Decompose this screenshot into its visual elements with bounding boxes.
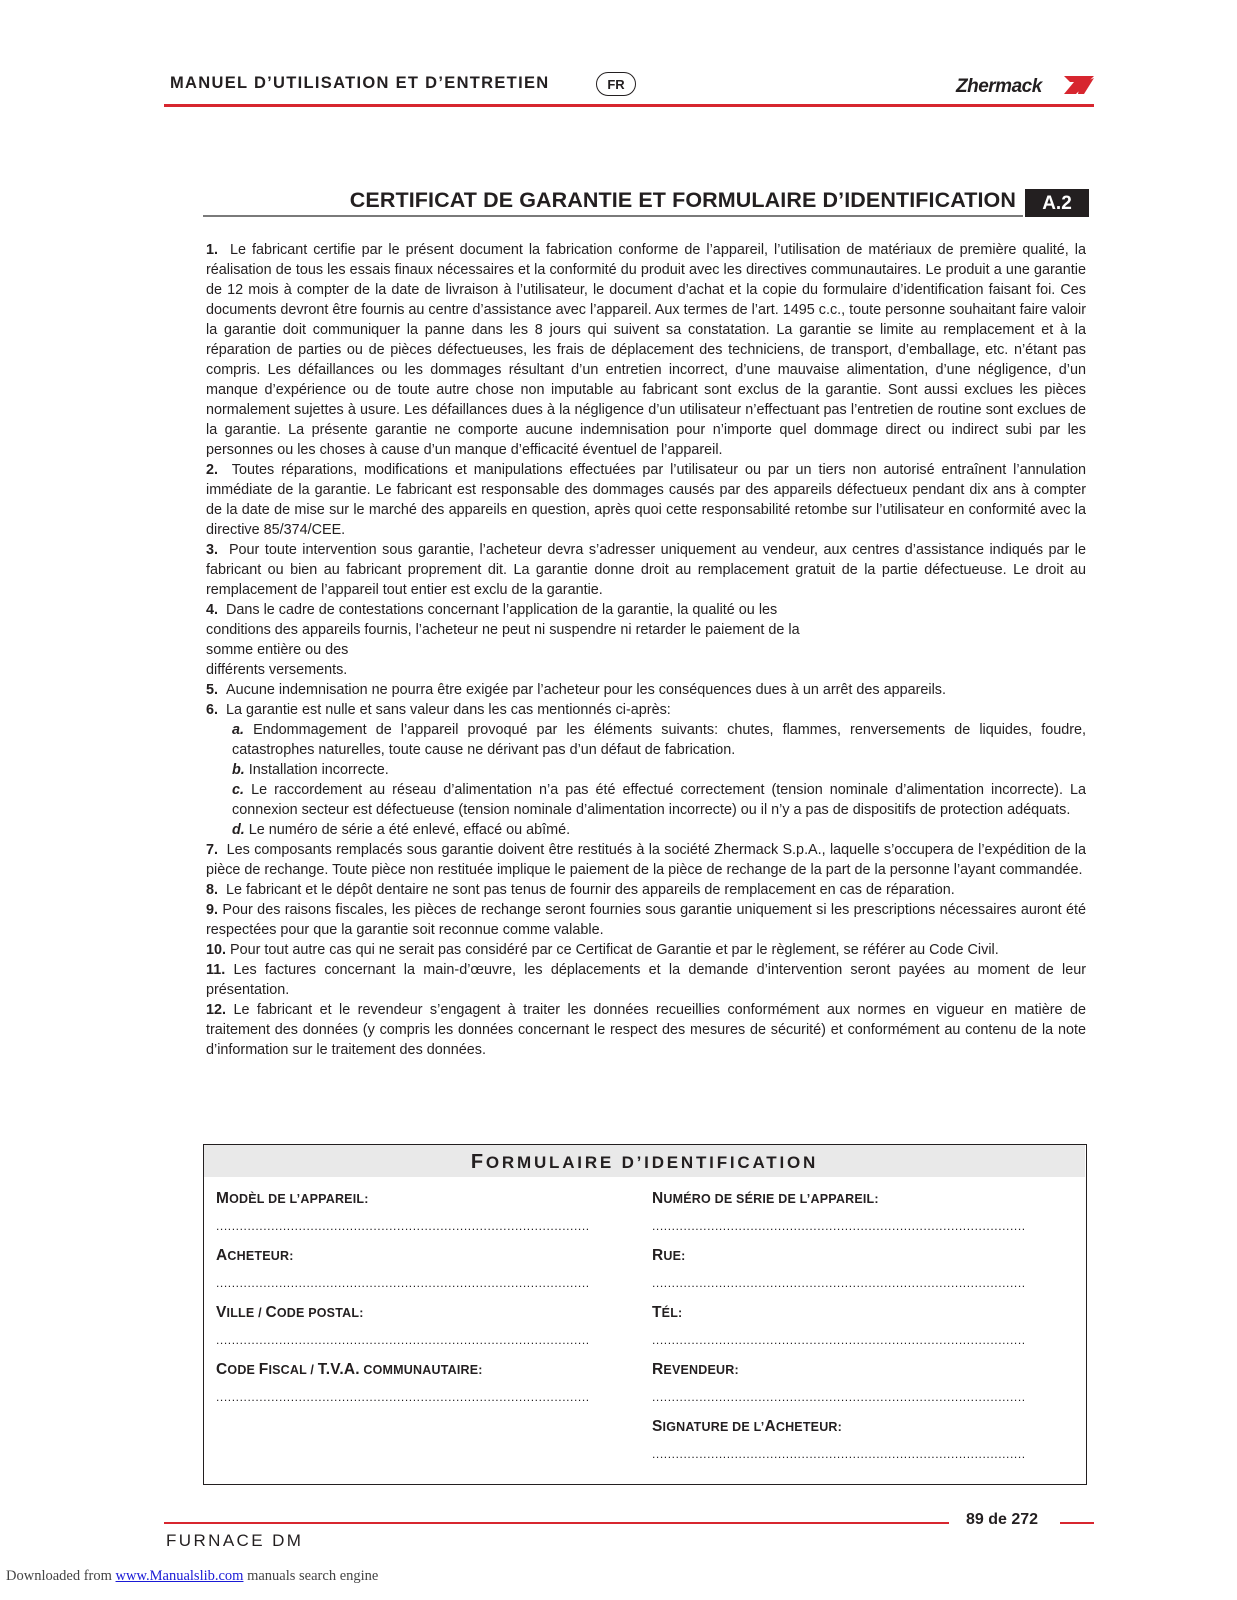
page-number: 89 de 272: [966, 1511, 1039, 1528]
phone-field[interactable]: ...............................................................................................: [652, 1333, 1026, 1347]
serial-number-field[interactable]: ...............................................................................................: [652, 1219, 1026, 1233]
clause-2: 2. Toutes réparations, modifications et manipulations effectuées par l’utilisateur ou par un tiers non autorisé entraînent l’annulation immédiate de la garantie. Le fabricant est responsable des dommages causés par des appareils défectueux pendant dix ans à compter de la date de mise sur le marché des appareils en question, après quoi cette responsabilité retombe sur l’utilisateur en conformité avec la directive 85/374/CEE.: [206, 462, 1086, 538]
clause-9: 9. Pour des raisons fiscales, les pièces de rechange seront fournies sous garantie uniquement si les prescriptions nécessaires auront été respectées pour que la garantie soit reconnue comme valable.: [206, 902, 1087, 938]
clause-6: 6. La garantie est nulle et sans valeur dans les cas mentionnés ci-après:: [206, 702, 671, 718]
download-notice: Downloaded from www.Manualslib.com manuals search engine: [6, 1568, 379, 1584]
product-name: FURNACE DM: [166, 1531, 304, 1550]
clause-4: 4. Dans le cadre de contestations concernant l’application de la garantie, la qualité ou les conditions des appareils fournis, l’acheteur ne peut ni suspendre ni retarder le paiement de la somme entière ou des: [206, 602, 800, 658]
clause-7: 7. Les composants remplacés sous garantie doivent être restitués à la société Zhermack S.p.A., laquelle s’occupera de l’expédition de la pièce de rechange. Toute pièce non restituée implique le paiement de la pièce de rechange de la part de la personne l’ayant commandée.: [206, 842, 1087, 878]
warranty-text: [206, 240, 1086, 1060]
signature-label: SIGNATURE DE L’ACHETEUR:: [652, 1418, 843, 1435]
street-label: RUE:: [652, 1247, 686, 1264]
clause-8: 8. Le fabricant et le dépôt dentaire ne sont pas tenus de fournir des appareils de remplacement en cas de réparation.: [206, 882, 955, 898]
clause-3: 3. Pour toute intervention sous garantie, l’acheteur devra s’adresser uniquement au vendeur, aux centres d’assistance indiqués par le fabricant ou bien au fabricant proprement dit. La garantie donne droit au remplacement gratuit de la partie défectueuse. Le droit au remplacement de l’appareil tout entier est exclu de la garantie.: [206, 542, 1086, 598]
identification-form: [203, 1144, 1087, 1485]
signature-field[interactable]: ...............................................................................................: [652, 1447, 1026, 1461]
clause-5: 5. Aucune indemnisation ne pourra être exigée par l’acheteur pour les conséquences dues à un arrêt des appareils.: [206, 682, 947, 698]
header-rule: [164, 104, 1094, 107]
clause-12: 12. Le fabricant et le revendeur s’engagent à traiter les données recueillies conformément aux normes en vigueur en matière de traitement des données (y compris les données concernant le respect des mesures de sécurité) et conformément au contenu de la note d’information sur le traitement des données.: [206, 1002, 1086, 1058]
sub-clause-d: d. Le numéro de série a été enlevé, effacé ou abîmé.: [232, 822, 571, 838]
brand-logo-mark-icon: [1060, 76, 1094, 94]
serial-number-label: NUMÉRO DE SÉRIE DE L’APPAREIL:: [652, 1190, 879, 1207]
dealer-label: REVENDEUR:: [652, 1361, 739, 1378]
sub-clause-a: a. Endommagement de l’appareil provoqué par les éléments suivants: chutes, flammes, renversements de liquides, foudre, catastrophes naturelles, toute cause ne dérivant pas d’un défaut de fabrication.: [232, 722, 1086, 758]
sub-clause-c: c. Le raccordement au réseau d’alimentation n’a pas été effectué correctement (tension nominale d’alimentation incorrecte). La connexion secteur est défectueuse (tension nominale d’alimentation incorrecte) ou il n’y a pas de dispositifs de protection adéquats.: [232, 782, 1087, 818]
form-title: FORMULAIRE D’IDENTIFICATION: [204, 1145, 1085, 1177]
brand-logo: Zhermack: [956, 76, 1042, 97]
tax-code-label: CODE FISCAL / T.V.A. COMMUNAUTAIRE:: [216, 1361, 483, 1378]
clause-11: 11. Les factures concernant la main-d’œuvre, les déplacements et la demande d’intervention seront payées au moment de leur présentation.: [206, 962, 1087, 998]
buyer-field[interactable]: ...............................................................................................: [216, 1276, 590, 1290]
buyer-label: ACHETEUR:: [216, 1247, 294, 1264]
dealer-field[interactable]: ...............................................................................................: [652, 1390, 1026, 1404]
language-badge: FR: [596, 72, 636, 96]
footer-rule-left: [164, 1522, 949, 1524]
clause-1: 1. Le fabricant certifie par le présent document la fabrication conforme de l’appareil, l’utilisation de matériaux de première qualité, la réalisation de tous les essais finaux nécessaires et la conformité du produit avec les directives communautaires. Le produit a une garantie de 12 mois à compter de la date de livraison à l’utilisateur, le document d’achat et la copie du formulaire d’identification faisant foi. Ces documents devront être fournis au centre d’assistance avec l’appareil. Aux termes de l’art. 1495 c.c., toute personne souhaitant faire valoir la garantie doit communiquer la panne dans les 8 jours qui suivent sa constatation. La garantie se limite au remplacement et à la réparation de parties ou de pièces défectueuses, les frais de déplacement des techniciens, de transport, d’emballage, etc. n’étant pas compris. Les défaillances ou les dommages résultant d’un entretien incorrect, d’une mauvaise alimentation, d’une négligence, d’un manque d’expérience ou de toute autre chose non imputable au fabricant sont exclus de la garantie. Sont aussi exclues les pièces normalement sujettes à usure. Les défaillances dues à la négligence d’un utilisateur n’effectuant pas l’entretien de routine sont exclues de la garantie. La présente garantie ne comporte aucune indemnisation pour n’importe quel dommage direct ou indirect subi par les personnes ou les choses à cause d’un manque d’efficacité éventuel de l’appareil.: [206, 242, 1086, 458]
footer-rule-right: [1060, 1522, 1094, 1524]
tax-code-field[interactable]: ...............................................................................................: [216, 1390, 590, 1404]
sub-clause-b: b. Installation incorrecte.: [232, 762, 389, 778]
manual-title: MANUEL D’UTILISATION ET D’ENTRETIEN: [170, 74, 550, 92]
street-field[interactable]: ...............................................................................................: [652, 1276, 1026, 1290]
model-label: MODÈL DE L’APPAREIL:: [216, 1190, 369, 1207]
clause-10: 10. Pour tout autre cas qui ne serait pas considéré par ce Certificat de Garantie et par le règlement, se référer au Code Civil.: [206, 942, 999, 958]
city-postcode-field[interactable]: ...............................................................................................: [216, 1333, 590, 1347]
section-badge: A.2: [1025, 189, 1089, 217]
section-rule: [203, 215, 1023, 217]
city-postcode-label: VILLE / CODE POSTAL:: [216, 1304, 364, 1321]
phone-label: TÉL:: [652, 1304, 683, 1321]
manualslib-link[interactable]: www.Manualslib.com: [115, 1568, 244, 1584]
section-title: CERTIFICAT DE GARANTIE ET FORMULAIRE D’IDENTIFICATION: [349, 188, 1016, 212]
model-field[interactable]: ...............................................................................................: [216, 1219, 590, 1233]
clause-4-continued: différents versements.: [206, 662, 348, 678]
